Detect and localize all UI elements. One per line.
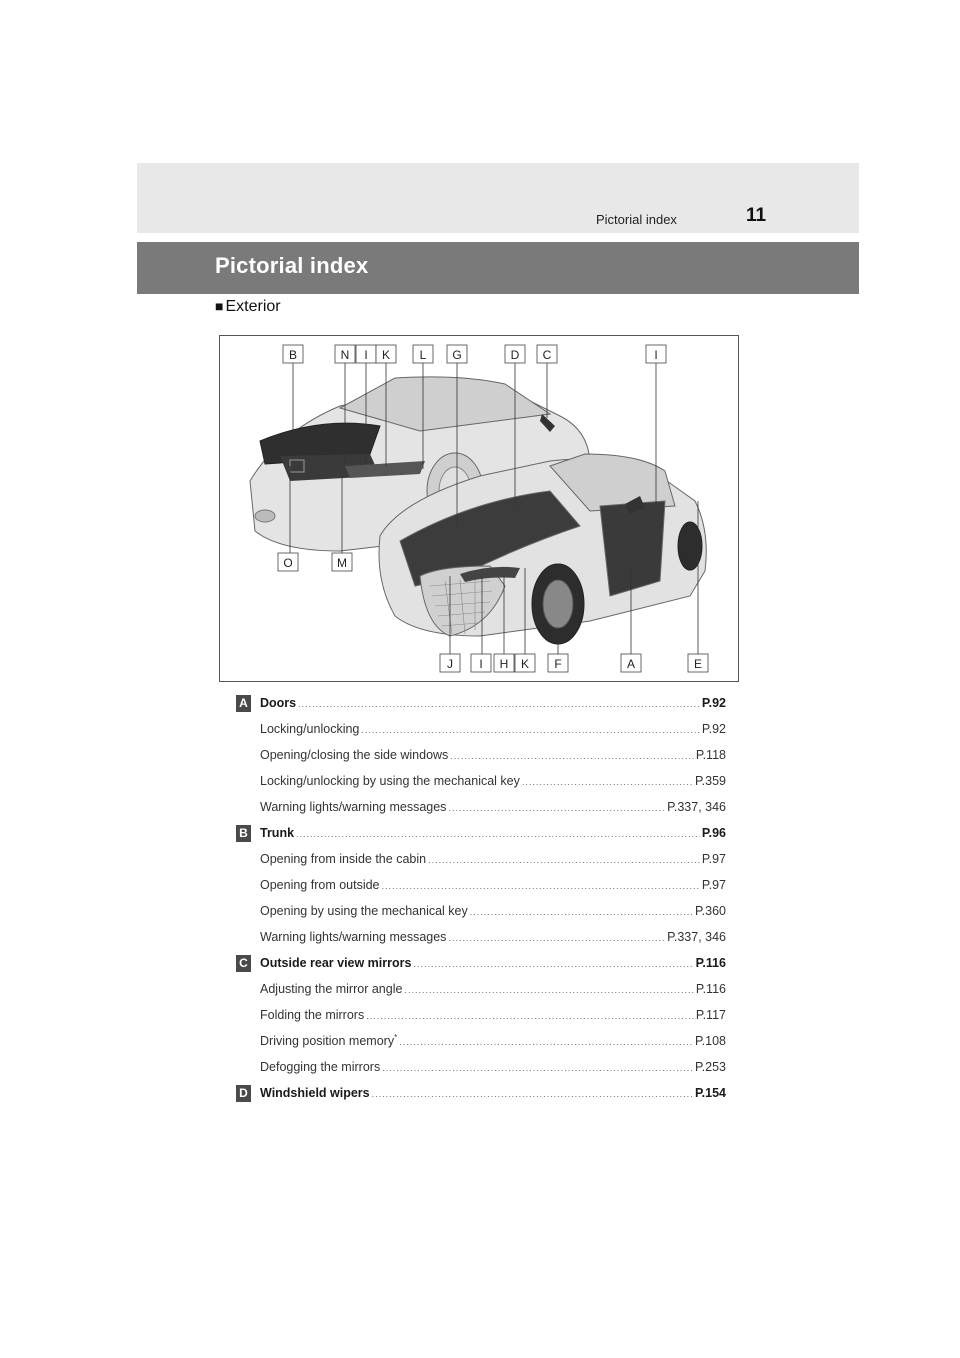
entry-label: Defogging the mirrors <box>260 1060 381 1074</box>
callout-label: F <box>554 657 562 671</box>
exterior-illustration <box>219 335 739 682</box>
chapter-title: Pictorial index <box>215 253 369 278</box>
leader-dots <box>366 1003 694 1028</box>
page-reference: P.337, 346 <box>667 930 726 944</box>
entry-label: Opening from inside the cabin <box>260 852 427 866</box>
index-entries <box>236 690 726 1106</box>
entry-trunk <box>236 820 726 950</box>
entry-sub-row[interactable] <box>236 1002 726 1028</box>
page-reference: P.92 <box>701 696 726 710</box>
leader-dots <box>404 977 693 1002</box>
page-reference: P.337, 346 <box>667 800 726 814</box>
leader-dots <box>361 717 700 742</box>
callout-label: D <box>510 348 520 362</box>
page-reference: P.108 <box>694 1034 726 1048</box>
callout-label: O <box>283 556 293 570</box>
leader-dots <box>298 691 700 716</box>
entry-label: Warning lights/warning messages <box>260 800 447 814</box>
leader-dots <box>413 951 693 976</box>
leader-dots <box>450 743 694 768</box>
entry-sub-row[interactable] <box>236 768 726 794</box>
callout-label: E <box>693 657 703 671</box>
entry-letter-badge: A <box>236 695 251 712</box>
callout-label: G <box>452 348 462 362</box>
footnote-marker: * <box>394 1032 398 1042</box>
leader-dots <box>428 847 700 872</box>
page-reference: P.118 <box>695 748 726 762</box>
entry-label: Locking/unlocking <box>260 722 360 736</box>
callout-label: I <box>479 657 483 671</box>
entry-sub-row[interactable] <box>236 846 726 872</box>
entry-label: Windshield wipers <box>260 1086 370 1100</box>
entry-letter-badge: B <box>236 825 251 842</box>
page-reference: P.92 <box>701 722 726 736</box>
entry-doors <box>236 690 726 820</box>
callout-label: I <box>654 348 658 362</box>
entry-label: Locking/unlocking by using the mechanical key <box>260 774 520 788</box>
subsection-label: Exterior <box>225 298 281 315</box>
entry-label: Opening/closing the side windows <box>260 748 449 762</box>
page-reference: P.116 <box>695 956 726 970</box>
entry-label: Opening by using the mechanical key <box>260 904 468 918</box>
entry-letter-badge: D <box>236 1085 251 1102</box>
entry-label-text: Driving position memory <box>260 1034 395 1048</box>
leader-dots <box>382 1055 693 1080</box>
page-reference: P.360 <box>694 904 726 918</box>
entry-sub-row[interactable] <box>236 794 726 820</box>
entry-label <box>260 1028 397 1054</box>
callout-label: N <box>340 348 350 362</box>
subsection-heading <box>215 298 281 316</box>
subsection-marker: ■ <box>215 298 224 314</box>
callout-label: I <box>364 348 368 362</box>
entry-sub-row[interactable] <box>236 716 726 742</box>
entry-label: Warning lights/warning messages <box>260 930 447 944</box>
leader-dots <box>296 821 700 846</box>
entry-main-row[interactable] <box>236 820 726 846</box>
callout-label: H <box>499 657 509 671</box>
entry-sub-row[interactable] <box>236 976 726 1002</box>
entry-sub-row[interactable] <box>236 872 726 898</box>
entry-label: Doors <box>260 696 297 710</box>
entry-label: Trunk <box>260 826 295 840</box>
page-reference: P.154 <box>694 1086 726 1100</box>
leader-dots <box>372 1081 693 1106</box>
leader-dots <box>448 925 665 950</box>
callout-label: A <box>626 657 636 671</box>
leader-dots <box>448 795 665 820</box>
entry-windshield-wipers <box>236 1080 726 1106</box>
entry-sub-row[interactable] <box>236 898 726 924</box>
entry-sub-row[interactable] <box>236 742 726 768</box>
entry-sub-row[interactable] <box>236 1054 726 1080</box>
page-reference: P.359 <box>694 774 726 788</box>
car-drawing <box>220 336 740 683</box>
leader-dots <box>399 1029 693 1054</box>
page-reference: P.97 <box>701 852 726 866</box>
page-number: 11 <box>746 205 767 226</box>
callout-label: L <box>419 348 427 362</box>
entry-label: Folding the mirrors <box>260 1008 365 1022</box>
entry-label: Adjusting the mirror angle <box>260 982 403 996</box>
entry-label: Opening from outside <box>260 878 380 892</box>
entry-sub-row[interactable] <box>236 924 726 950</box>
callout-label: C <box>542 348 552 362</box>
callout-label: B <box>288 348 298 362</box>
callout-label: K <box>520 657 530 671</box>
page-reference: P.97 <box>701 878 726 892</box>
leader-dots <box>470 899 693 924</box>
leader-dots <box>522 769 693 794</box>
callout-label: J <box>447 657 453 671</box>
entry-letter-badge: C <box>236 955 251 972</box>
callout-label: K <box>381 348 391 362</box>
page-reference: P.253 <box>694 1060 726 1074</box>
entry-outside-mirrors <box>236 950 726 1080</box>
entry-label: Outside rear view mirrors <box>260 956 412 970</box>
entry-main-row[interactable] <box>236 1080 726 1106</box>
header-section-title: Pictorial index <box>596 212 677 227</box>
page-reference: P.96 <box>701 826 726 840</box>
page-reference: P.116 <box>695 982 726 996</box>
entry-main-row[interactable] <box>236 690 726 716</box>
page-reference: P.117 <box>695 1008 726 1022</box>
entry-sub-row[interactable] <box>236 1028 726 1054</box>
callout-label: M <box>337 556 347 570</box>
leader-dots <box>382 873 700 898</box>
entry-main-row[interactable] <box>236 950 726 976</box>
chapter-title-bar <box>137 242 859 294</box>
